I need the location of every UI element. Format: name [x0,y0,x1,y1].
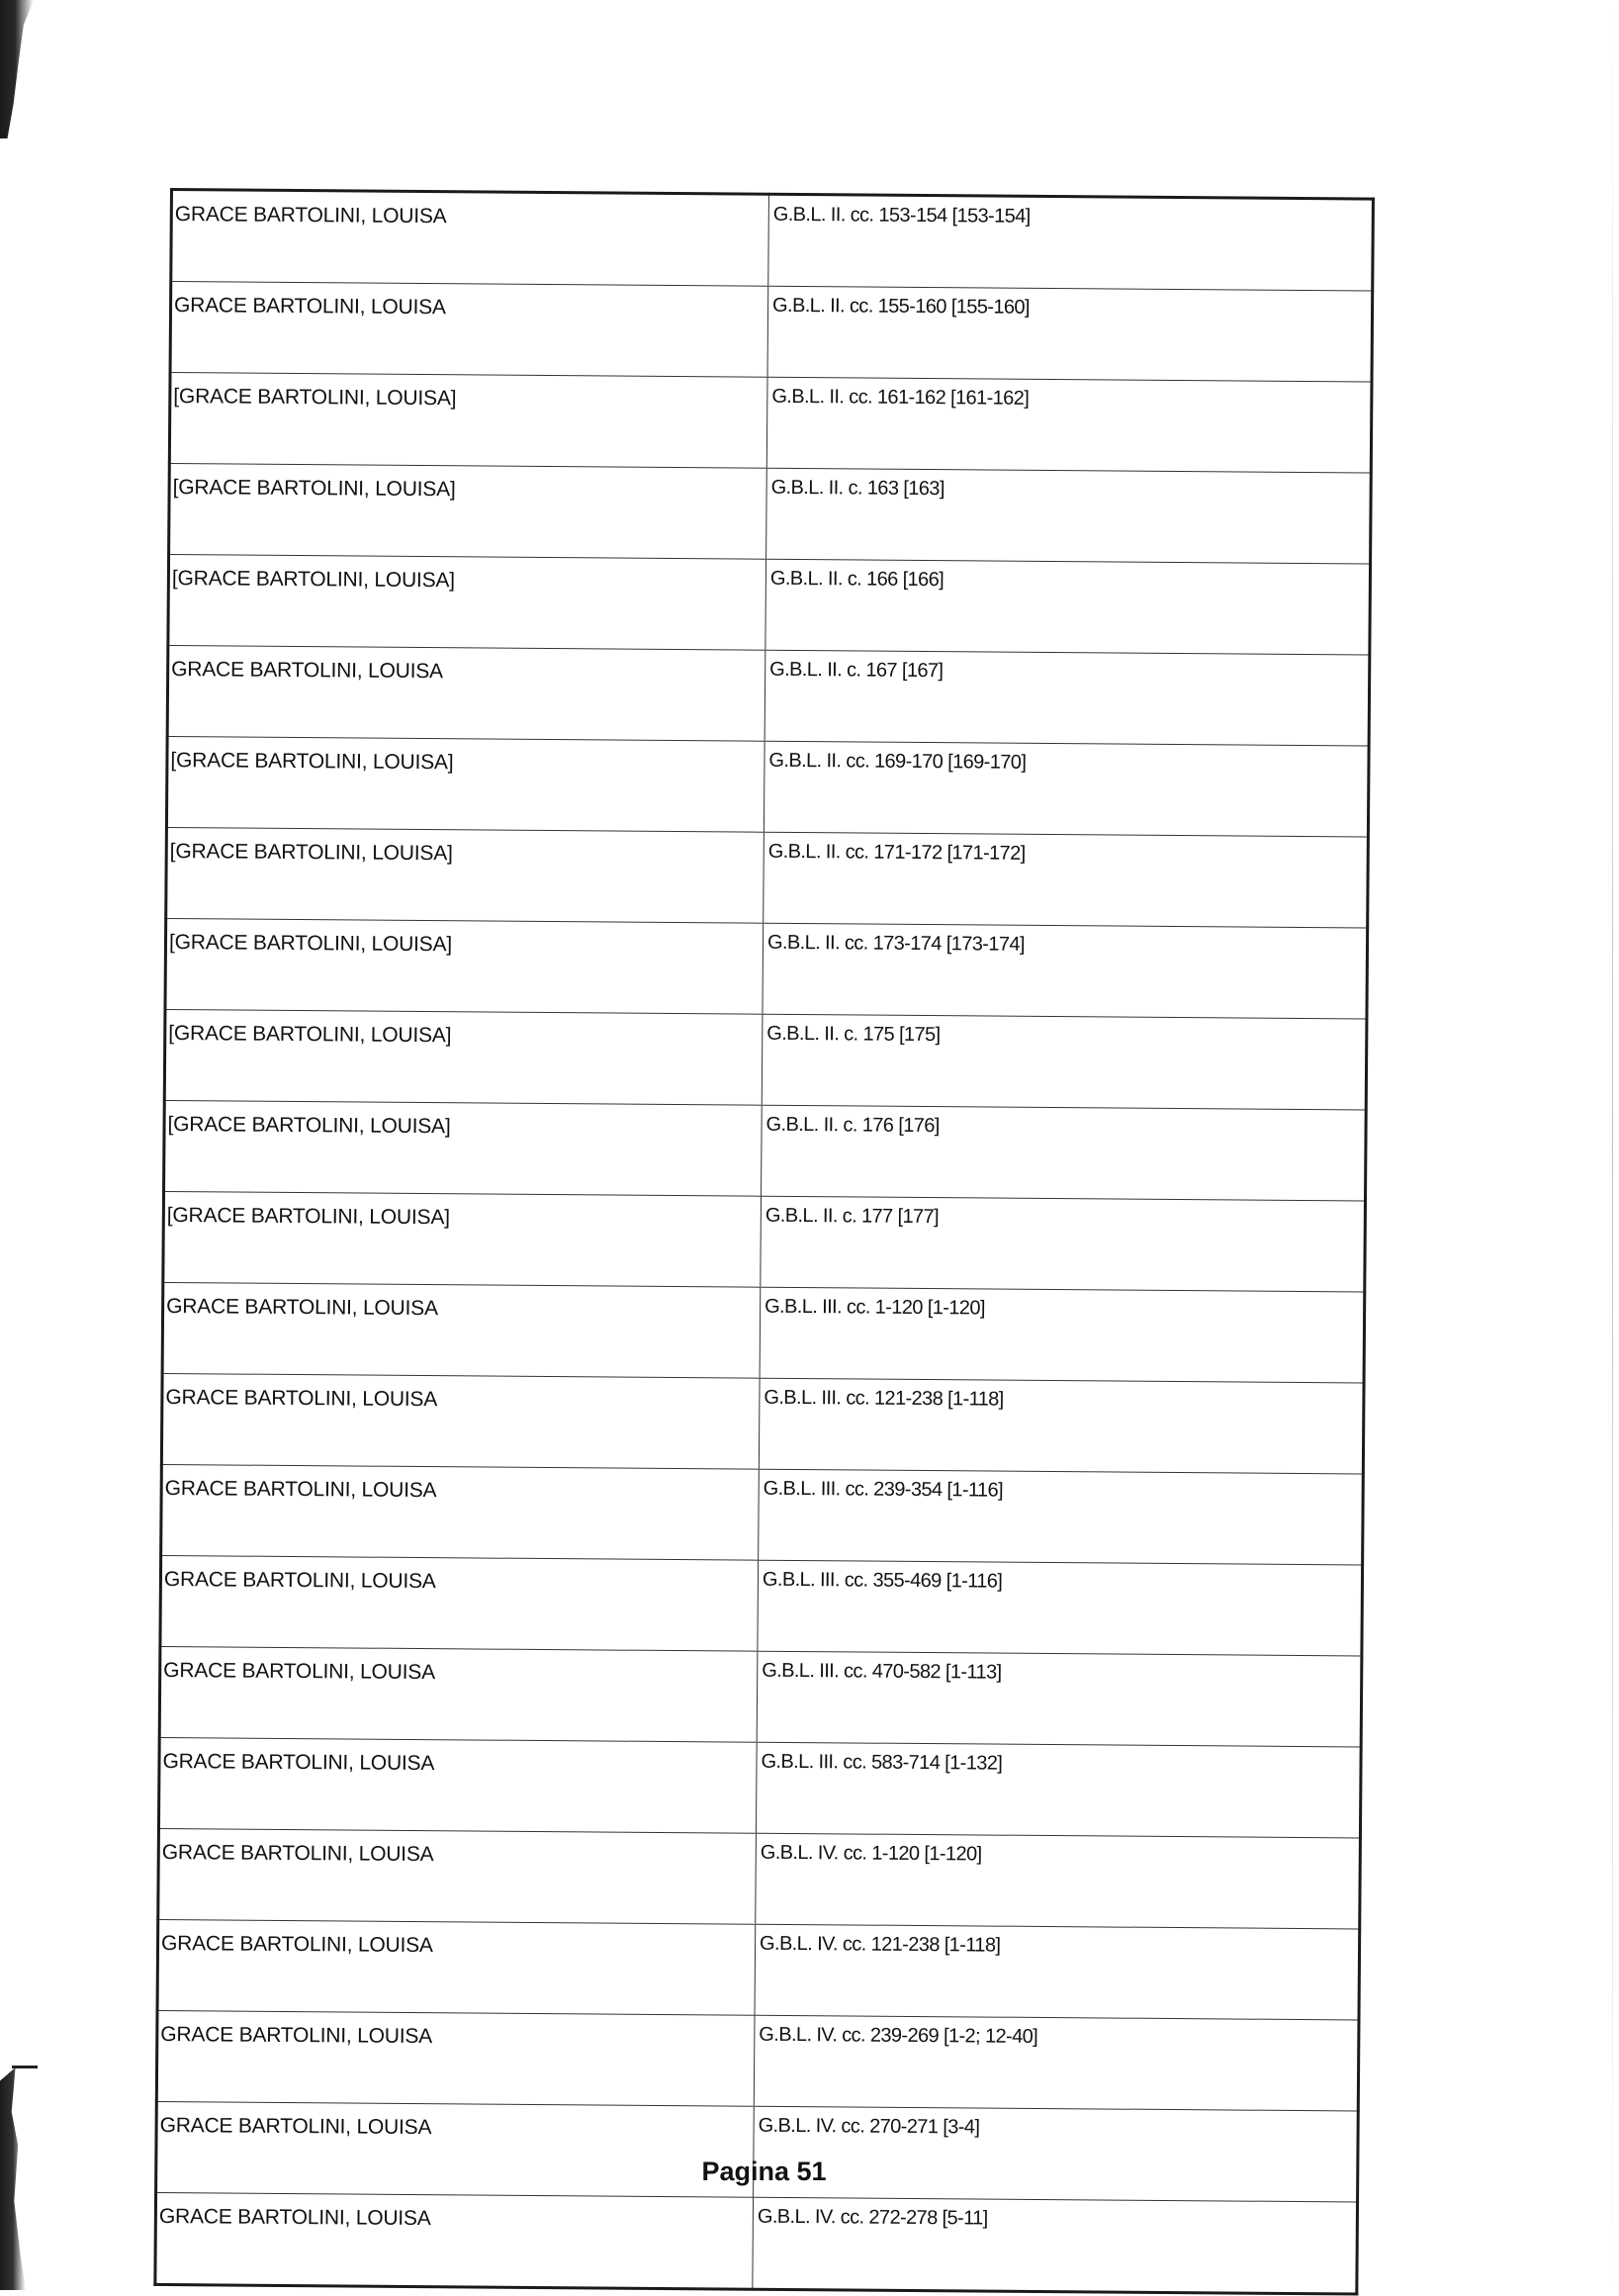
table-row [165,918,1368,1019]
reference-cell: G.B.L. II. c. 176 [176] [762,1105,1367,1201]
table-row [170,282,1373,383]
name-cell: [GRACE BARTOLINI, LOUISA] [169,464,767,560]
reference-cell: G.B.L. II. cc. 169-170 [169-170] [764,741,1369,837]
table-row [156,2010,1359,2111]
reference-cell: G.B.L. II. c. 166 [166] [765,559,1371,655]
page-edge [1612,0,1613,2290]
table-row [161,1373,1364,1474]
name-cell: [GRACE BARTOLINI, LOUISA] [169,373,767,469]
reference-cell: G.B.L. III. cc. 470-582 [1-113] [757,1651,1362,1747]
reference-cell: G.B.L. II. c. 177 [177] [761,1196,1366,1292]
name-cell: [GRACE BARTOLINI, LOUISA] [164,1009,763,1105]
table-row [167,645,1370,746]
table-row [171,190,1374,292]
reference-cell: G.B.L. III. cc. 355-469 [1-116] [758,1560,1363,1656]
reference-cell: G.B.L. II. c. 163 [163] [766,468,1372,564]
page-number: Pagina 51 [701,2157,827,2186]
name-cell: GRACE BARTOLINI, LOUISA [160,1555,759,1651]
reference-cell: G.B.L. IV. cc. 121-238 [1-118] [755,1924,1360,2020]
table-row [164,1009,1367,1110]
name-cell: [GRACE BARTOLINI, LOUISA] [168,555,766,651]
reference-cell: G.B.L. II. cc. 173-174 [173-174] [763,923,1368,1019]
table-row [157,1919,1360,2020]
table-row [166,827,1369,928]
table-row [163,1191,1366,1292]
name-cell: GRACE BARTOLINI, LOUISA [158,1828,757,1924]
reference-cell: G.B.L. III. cc. 583-714 [1-132] [756,1742,1361,1838]
reference-cell: G.B.L. IV. cc. 1-120 [1-120] [756,1833,1361,1929]
name-cell: [GRACE BARTOLINI, LOUISA] [166,736,765,832]
name-cell: GRACE BARTOLINI, LOUISA [161,1464,760,1560]
table-row [158,1828,1361,1929]
table-row [159,1646,1362,1747]
reference-cell: G.B.L. II. cc. 155-160 [155-160] [767,286,1373,382]
index-table [153,188,1375,2296]
name-cell: GRACE BARTOLINI, LOUISA [170,282,768,378]
table-row [160,1555,1363,1656]
name-cell: GRACE BARTOLINI, LOUISA [157,1919,756,2015]
name-cell: [GRACE BARTOLINI, LOUISA] [164,1100,763,1196]
name-cell: GRACE BARTOLINI, LOUISA [155,2192,754,2289]
name-cell: GRACE BARTOLINI, LOUISA [156,2010,755,2106]
table-row [158,1737,1361,1838]
table-row [166,736,1369,837]
table-row [168,555,1371,656]
name-cell: GRACE BARTOLINI, LOUISA [159,1646,758,1742]
reference-cell: G.B.L. IV. cc. 272-278 [5-11] [753,2197,1358,2294]
name-cell: GRACE BARTOLINI, LOUISA [171,190,769,287]
table-row [164,1100,1367,1201]
reference-cell: G.B.L. II. cc. 171-172 [171-172] [764,832,1369,928]
scan-artifact-dash [12,2066,38,2068]
reference-cell: G.B.L. III. cc. 121-238 [1-118] [759,1378,1364,1474]
table-row [155,2192,1358,2294]
table-row [162,1282,1365,1383]
reference-cell: G.B.L. III. cc. 1-120 [1-120] [760,1287,1365,1383]
reference-cell: G.B.L. III. cc. 239-354 [1-116] [759,1469,1364,1565]
name-cell: GRACE BARTOLINI, LOUISA [158,1737,757,1833]
name-cell: GRACE BARTOLINI, LOUISA [162,1282,761,1378]
index-table-body [155,190,1374,2294]
table-row [161,1464,1364,1565]
reference-cell: G.B.L. II. cc. 161-162 [161-162] [766,377,1372,473]
name-cell: [GRACE BARTOLINI, LOUISA] [166,827,765,923]
scan-artifact-top [0,0,34,138]
reference-cell: G.B.L. II. c. 175 [175] [762,1014,1367,1110]
reference-cell: G.B.L. II. cc. 153-154 [153-154] [772,203,1031,228]
reference-cell: G.B.L. IV. cc. 239-269 [1-2; 12-40] [754,2015,1359,2111]
table-row [169,464,1372,565]
reference-cell: G.B.L. II. c. 167 [167] [765,650,1370,746]
name-cell: [GRACE BARTOLINI, LOUISA] [163,1191,762,1287]
name-cell: [GRACE BARTOLINI, LOUISA] [165,918,764,1014]
name-cell: GRACE BARTOLINI, LOUISA [156,2101,755,2197]
reference-cell: G.B.L. IV. cc. 270-271 [3-4] [754,2106,1359,2202]
name-cell: GRACE BARTOLINI, LOUISA [161,1373,760,1469]
table-row [169,373,1372,474]
name-cell: GRACE BARTOLINI, LOUISA [167,645,765,741]
